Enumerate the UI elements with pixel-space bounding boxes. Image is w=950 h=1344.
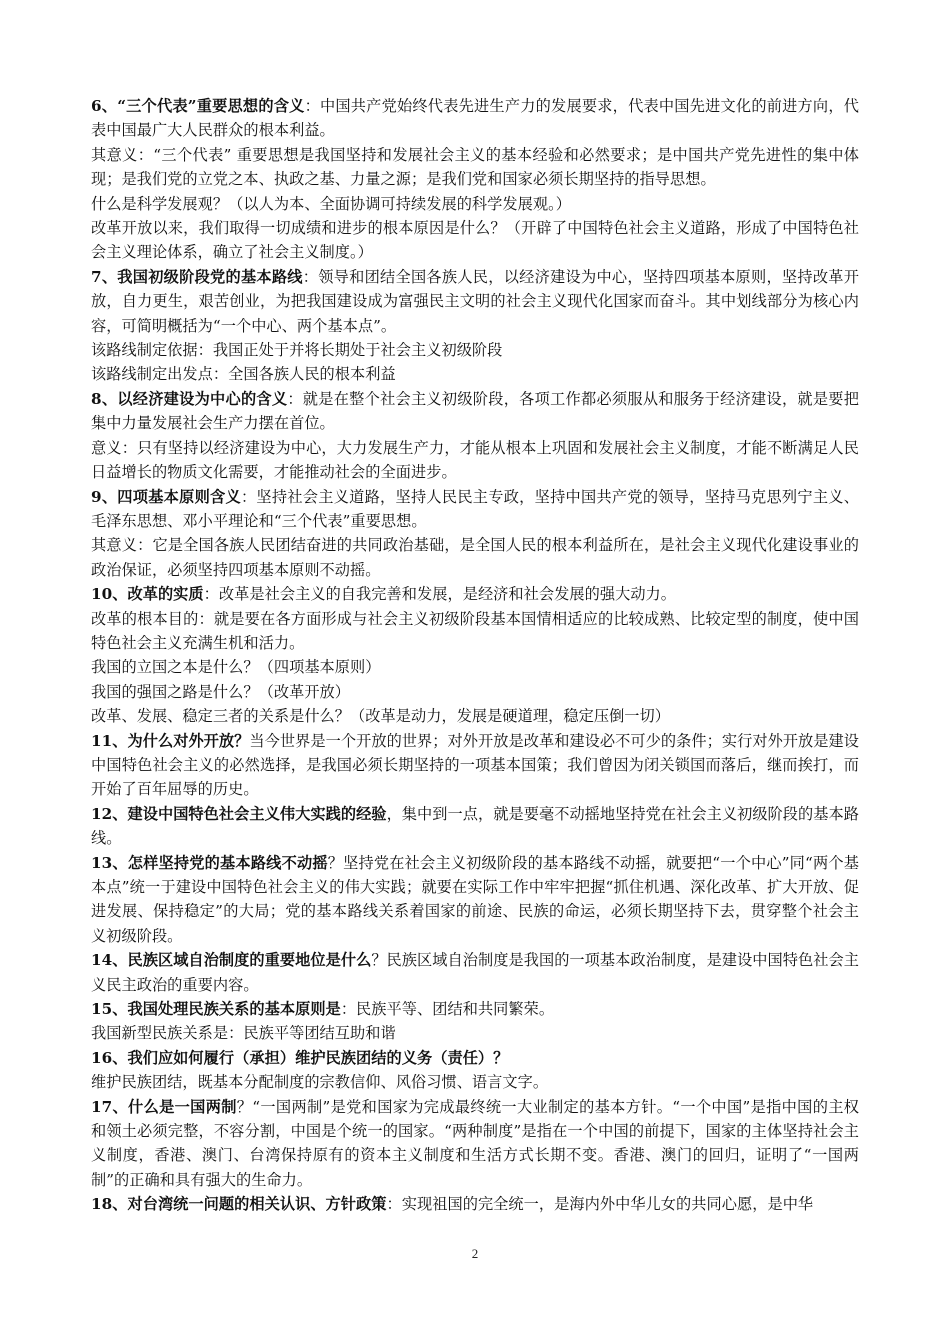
paragraph — [91, 851, 859, 949]
paragraph — [91, 1021, 859, 1045]
paragraph-text: ：中国共产党始终代表先进生产力的发展要求，代表中国先进文化的前进方向，代表中国最广大人民群众的根本利益。 — [91, 97, 859, 140]
paragraph — [91, 338, 859, 362]
paragraph-heading: 15、我国处理民族关系的基本原则是 — [91, 1000, 341, 1019]
paragraph-text: ：领导和团结全国各族人民，以经济建设为中心，坚持四项基本原则，坚持改革开放，自力更生，艰苦创业，为把我国建设成为富强民主文明的社会主义现代化国家而奋斗。其中划线部分为核心内容，可简明概括为“一个中心、两个基本点”。 — [91, 267, 859, 335]
paragraph-text: ？坚持党在社会主义初级阶段的基本路线不动摇，就要把“一个中心”同“两个基本点”统一于建设中国特色社会主义的伟大实践；就要在实际工作中牢牢把握“抓住机遇、深化改革、扩大开放、促进发展、保持稳定”的大局；党的基本路线关系着国家的前途、民族的命运，必须长期坚持下去，贯穿整个社会主义初级阶段。 — [91, 853, 860, 945]
paragraph — [91, 948, 859, 997]
paragraph — [91, 680, 859, 704]
paragraph-heading: 18、对台湾统一问题的相关认识、方针政策 — [91, 1195, 387, 1214]
paragraph-text: 当今世界是一个开放的世界；对外开放是改革和建设必不可少的条件；实行对外开放是建设中国特色社会主义的必然选择，是我国必须长期坚持的一项基本国策；我们曾因为闭关锁国而落后，继而挨打，而开始了百年屈辱的历史。 — [91, 731, 860, 799]
paragraph-text: 意义：只有坚持以经济建设为中心，大力发展生产力，才能从根本上巩固和发展社会主义制度，才能不断满足人民日益增长的物质文化需要，才能推动社会的全面进步。 — [91, 438, 859, 482]
paragraph-text: 其意义：“三个代表” 重要思想是我国坚持和发展社会主义的基本经验和必然要求；是中国共产党先进性的集中体现；是我们党的立党之本、执政之基、力量之源；是我们党和国家必须长期坚持的指导思想。 — [91, 145, 859, 189]
paragraph — [91, 802, 859, 851]
paragraph-text: 其意义：它是全国各族人民团结奋进的共同政治基础，是全国人民的根本利益所在，是社会主义现代化建设事业的政治保证，必须坚持四项基本原则不动摇。 — [91, 536, 859, 579]
paragraph — [91, 143, 859, 192]
paragraph-text: ，集中到一点，就是要毫不动摇地坚持党在社会主义初级阶段的基本路线。 — [91, 804, 859, 848]
paragraph — [91, 1095, 859, 1193]
paragraph-text: 该路线制定依据：我国正处于并将长期处于社会主义初级阶段 — [91, 341, 503, 360]
paragraph — [91, 704, 859, 728]
paragraph-heading: 6、“三个代表”重要思想的含义 — [91, 97, 305, 115]
paragraph-text: 什么是科学发展观？（以人为本、全面协调可持续发展的科学发展观。） — [91, 194, 571, 213]
page-number: 2 — [471, 1246, 479, 1261]
paragraph — [91, 362, 859, 386]
paragraph-heading: 17、什么是一国两制 — [91, 1097, 237, 1116]
paragraph — [91, 192, 859, 216]
paragraph — [91, 533, 859, 582]
paragraph — [91, 387, 859, 436]
paragraph-text: ？民族区域自治制度是我国的一项基本政治制度，是建设中国特色社会主义民主政治的重要内容。 — [91, 951, 859, 994]
paragraph-heading: 14、民族区域自治制度的重要地位是什么 — [91, 951, 372, 970]
paragraph-text: ？“一国两制”是党和国家为完成最终统一大业制定的基本方针。“一个中国”是指中国的主权和领土必须完整，不容分割，中国是个统一的国家。“两种制度”是指在一个中国的前提下，国家的主体坚持社会主义制度，香港、澳门、台湾保持原有的资本主义制度和生活方式长期不变。香港、澳门的回归，证明了“一国两制”的正确和具有强大的生命力。 — [91, 1097, 859, 1189]
paragraph-heading: 12、建设中国特色社会主义伟大实践的经验 — [91, 804, 387, 823]
paragraph-text: 我国的立国之本是什么？（四项基本原则） — [91, 658, 381, 677]
paragraph — [91, 582, 859, 606]
paragraph-heading: 13、怎样坚持党的基本路线不动摇 — [91, 853, 328, 872]
paragraph — [91, 94, 859, 143]
paragraph — [91, 655, 859, 679]
paragraph-text: 我国的强国之路是什么？（改革开放） — [91, 682, 351, 701]
paragraph-text: ：民族平等、团结和共同繁荣。 — [340, 1000, 555, 1019]
paragraph-text: ：就是在整个社会主义初级阶段，各项工作都必须服从和服务于经济建设，就是要把集中力量发展社会生产力摆在首位。 — [91, 389, 860, 433]
paragraph — [91, 1046, 859, 1070]
paragraph-text: 该路线制定出发点：全国各族人民的根本利益 — [91, 365, 396, 384]
paragraph-heading: 11、为什么对外开放？ — [91, 731, 250, 750]
paragraph — [91, 997, 859, 1021]
paragraph — [91, 729, 859, 802]
paragraph-text: 改革、发展、稳定三者的关系是什么？（改革是动力，发展是硬道理，稳定压倒一切） — [91, 707, 671, 726]
paragraph — [91, 607, 859, 656]
paragraph-heading: 10、改革的实质 — [91, 585, 204, 604]
paragraph — [91, 436, 859, 485]
paragraph-text: ：实现祖国的完全统一，是海内外中华儿女的共同心愿，是中华 — [386, 1195, 814, 1214]
paragraph-text: 改革的根本目的：就是要在各方面形成与社会主义初级阶段基本国情相适应的比较成熟、比较定型的制度，使中国特色社会主义充满生机和活力。 — [91, 609, 859, 652]
paragraph-text: 维护民族团结，既基本分配制度的宗教信仰、风俗习惯、语言文字。 — [91, 1073, 549, 1092]
paragraph-heading: 7、我国初级阶段党的基本路线 — [91, 267, 303, 286]
paragraph — [91, 265, 859, 338]
paragraph — [91, 1192, 859, 1216]
paragraph — [91, 216, 859, 265]
paragraph-text: 改革开放以来，我们取得一切成绩和进步的根本原因是什么？（开辟了中国特色社会主义道路，形成了中国特色社会主义理论体系，确立了社会主义制度。） — [91, 219, 859, 262]
paragraph-text: 我国新型民族关系是：民族平等团结互助和谐 — [91, 1024, 396, 1043]
paragraph — [91, 485, 859, 534]
paragraph-text: ：改革是社会主义的自我完善和发展，是经济和社会发展的强大动力。 — [203, 585, 677, 604]
paragraph-text: ：坚持社会主义道路，坚持人民民主专政，坚持中国共产党的领导，坚持马克思列宁主义、毛泽东思想、邓小平理论和“三个代表”重要思想。 — [91, 487, 859, 530]
paragraph-heading: 9、四项基本原则含义 — [91, 487, 241, 506]
document-body — [91, 94, 859, 1217]
paragraph-heading: 8、以经济建设为中心的含义 — [91, 389, 288, 408]
paragraph — [91, 1070, 859, 1094]
paragraph-heading: 16、我们应如何履行（承担）维护民族团结的义务（责任）？ — [91, 1048, 509, 1067]
